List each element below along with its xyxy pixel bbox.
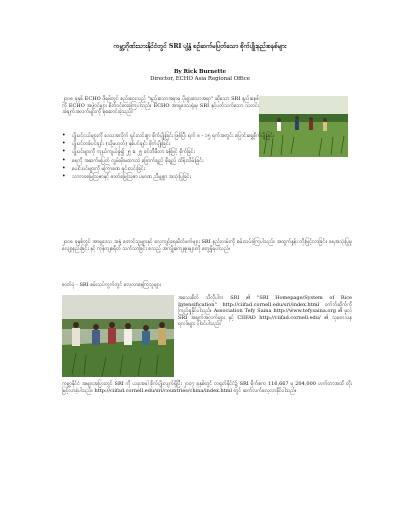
author-name: By Rick Burnette [173,69,227,75]
farmers-group-photo [62,295,174,377]
list-item: • ရေကို အဆက်မပြတ် လွှမ်းမိုးမထားဘဲ ခြောက်ချည် စိုချည် ထိန်းသိမ်းခြင်း [62,158,347,165]
list-item: • သဘာဝမြေဩဇာနှင့် ဓာတ်မြေဩဇာ ပမာဏ ညီမျှစွာ အသုံးပြုခြင်း [62,174,347,181]
body-paragraph-3: အသေးစိတ် သိလိုပါက SRI ၏ "SRI Homepage/System of Rice Intensification" http://ciifad.cornell.edu/sri/index.html ဝက်ဘ်ဆိုက်ကို ကြည့်ရှုနိုင်ပါသည်။ Association Tefy Saina http://www.tefysaina.org ၏ မူလ SRI အချက်အလက်များ နှင့် CIIFAD http://ciifad.cornell.edu/ ၏ သုတေသန ရလဒ်များ ပါဝင်ပါသည်။ [178,295,352,328]
document-title: ကမ္ဘာ့ဂိုဏ်းသားနိုင်ငံတွင် SRI ပျံ့နှံ့ စဉ်ဆက်မပြတ်သော စိုက်ပျိုးနည်းစနစ်များ [113,43,287,50]
author-position: Director, ECHO Asia Regional Office [150,76,250,82]
photo-subheading: ဓာတ်ပုံ - SRI စမ်းသပ်ကွက်တွင် လေ့လာနေကြသူများ [62,282,161,288]
intro-paragraph: ၂၀၀၈ ခုနှစ် ECHO ဖိုရမ်တွင် စည်းဝေးသည့် "နည်းသောအရာမှ ပိုများသောအရာ" ဆိုသော SRI နည်းစနစ်ကို ECHO အဖွဲ့ဝင်များ စိတ်ဝင်စားခဲ့ကြပါသည်။ ECHO အာရှဒေသရုံးမှ SRI နှင့်ပတ်သက်သော သတင်းအချက်အလက်များကို စုဆောင်းခဲ့သည်။ [62,96,259,116]
list-item: • ပေါင်းပင်များကို မကြာခဏ ရှင်းလင်းခြင်း [62,166,347,173]
body-paragraph-2: ၂၀၀၈ ခုနှစ်တွင် အာရှဒေသ အနှံ့ တောင်သူများနှင့် လေ့ကျင့်ရေးမိတ်ဖက်များ SRI နည်းလမ်းကို စမ်းသပ်ခဲ့ကြပါသည်။ အထွက်နှုန်း တိုးမြင့်လာခြင်း၊ ရေအသုံးပြုမှု လျော့နည်းခြင်း နှင့် ကုန်ကျစရိတ် သက်သာခြင်း စသည့် အကျိုးကျေးဇူးများကို တွေ့ရှိရပါသည်။ [62,239,352,252]
body-paragraph-4: ကမ္ဘာ့နိုင်ငံ အများအပြားတွင် SRI ကို ယခုအခါ စိုက်ပျိုးလျက်ရှိပြီး ၂၀၀၇ ခုနှစ်တွင် တရုတ်နိုင်ငံ၌ SRI စိုက်ဧက 116,667 မှ 204,000 ဟက်တာအထိ တိုးမြင့်လာခဲ့ပါသည်။ http://ciifad.cornell.edu/sri/countries/china/index.html တွင် ဆက်လက်လေ့လာနိုင်ပါသည်။ [62,381,352,394]
sri-principles-list [62,133,347,182]
list-item: • ပျိုးပင်တစ်ပင်ချင်း (သို့မဟုတ်) နှစ်ပင်ချင်း စိုက်ပျိုးခြင်း [62,141,347,148]
list-item: • ပျိုးပင်များကို ကျယ်ကျယ်ခွဲ၍ ၂၅ x ၂၅ စင်တီမီတာ ခန့်ဖြင့် စိုက်ခြင်း [62,149,347,156]
byline [20,69,380,83]
list-item: • ပျိုးပင်ငယ်များကို ဒေသအလိုက် ရှင်းလင်းစွာ စိုက်ပျိုးခြင်း ဖြစ်ပြီး ရက် ၈ - ၁၅ ရက်အတွင်း ပြောင်းရွှေ့စိုက်ပျိုးခြင်း [62,133,347,140]
